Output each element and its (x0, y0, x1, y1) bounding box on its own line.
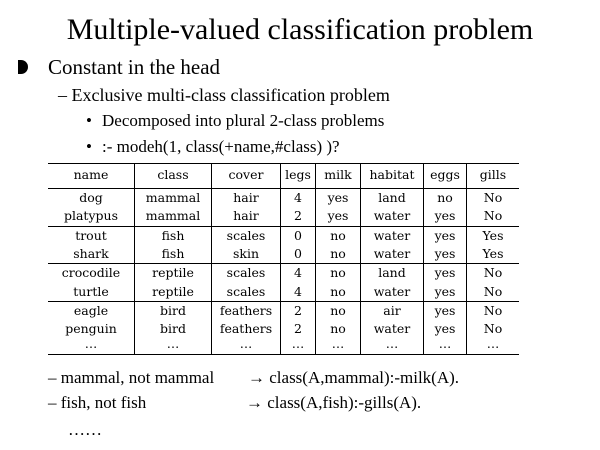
column-header: habitat (361, 164, 424, 189)
table-cell: yes (316, 207, 361, 226)
table-cell: scales (212, 226, 281, 245)
table-row (48, 245, 519, 264)
ellipsis-cell: … (48, 338, 135, 355)
table-cell: No (467, 207, 520, 226)
table-cell: 0 (281, 226, 316, 245)
table-cell: No (467, 282, 520, 301)
ellipsis-cell: … (135, 338, 212, 355)
column-header: gills (467, 164, 520, 189)
table-cell: Yes (467, 226, 520, 245)
table-cell: mammal (135, 189, 212, 208)
table-cell: yes (424, 245, 467, 264)
table-cell: 2 (281, 207, 316, 226)
table-cell: penguin (65, 321, 117, 337)
ellipsis-cell: … (361, 338, 424, 355)
column-header: class (135, 164, 212, 189)
animal-table (48, 163, 519, 355)
column-header: legs (281, 164, 316, 189)
note-left: – mammal, not mammal (48, 368, 215, 387)
table-cell: turtle (48, 282, 135, 301)
note-fish (48, 393, 568, 413)
table-cell: 4 (281, 282, 316, 301)
column-header: eggs (424, 164, 467, 189)
table-cell: scales (212, 264, 281, 283)
table-cell: yes (316, 189, 361, 208)
note-right: → class(A,fish):-gills(A). (246, 393, 422, 412)
level1-text: Constant in the head (48, 55, 221, 79)
table-cell: no (316, 264, 361, 283)
level3-text: :- modeh(1, class(+name,#class) )? (102, 137, 340, 156)
table-cell: land (361, 264, 424, 283)
table-cell: No (467, 320, 520, 338)
bullet-dot-icon: • (86, 137, 92, 156)
table-row (48, 189, 519, 208)
table-cell: water (361, 320, 424, 338)
table-cell: yes (424, 320, 467, 338)
ellipsis-cell: … (281, 338, 316, 355)
table-cell: no (316, 320, 361, 338)
note-mammal (48, 368, 568, 388)
table-cell: 2 (281, 320, 316, 338)
level3-item (86, 110, 384, 131)
table-cell: crocodile (61, 265, 121, 281)
table-row (48, 301, 519, 320)
table-cell: hair (212, 207, 281, 226)
table-cell: no (316, 245, 361, 264)
table-cell: no (316, 282, 361, 301)
table-cell: feathers (212, 301, 281, 320)
table-cell: reptile (135, 264, 212, 283)
ellipsis-cell: … (316, 338, 361, 355)
table-row (48, 264, 519, 283)
table-row (48, 207, 519, 226)
table-cell: feathers (212, 320, 281, 338)
table-cell: 4 (281, 189, 316, 208)
note-left: – fish, not fish (48, 393, 147, 412)
table-cell: skin (212, 245, 281, 264)
table-cell: 4 (281, 264, 316, 283)
ellipsis-cell: … (212, 338, 281, 355)
table-cell: dog (79, 190, 103, 206)
table-cell: no (316, 301, 361, 320)
table-row (48, 282, 519, 301)
table-cell: yes (424, 207, 467, 226)
table-cell: trout (75, 227, 107, 243)
table-cell: water (361, 245, 424, 264)
table-cell: mammal (135, 207, 212, 226)
table-cell: scales (212, 282, 281, 301)
table-cell: fish (135, 245, 212, 264)
level3-item (86, 136, 340, 157)
level2-text: – Exclusive multi-class classification problem (58, 85, 390, 105)
table-cell: yes (424, 282, 467, 301)
table-header-row (48, 164, 519, 189)
table-cell: yes (424, 301, 467, 320)
table-cell: yes (424, 226, 467, 245)
table-cell: fish (135, 226, 212, 245)
table-cell: reptile (135, 282, 212, 301)
trailing-ellipsis: …… (68, 420, 102, 439)
table-cell: Yes (467, 245, 520, 264)
column-header: milk (316, 164, 361, 189)
level1-bullet (18, 54, 220, 80)
table-cell: No (467, 264, 520, 283)
table-ellipsis-row (48, 338, 519, 355)
table-cell: no (316, 226, 361, 245)
table-cell: water (361, 226, 424, 245)
table-cell: hair (212, 189, 281, 208)
table-cell: 2 (281, 301, 316, 320)
level3-text: Decomposed into plural 2-class problems (102, 111, 385, 130)
note-right: → class(A,mammal):-milk(A). (248, 368, 460, 387)
table-cell: No (467, 189, 520, 208)
bullet-dot-icon: • (86, 111, 92, 130)
ellipsis-cell: … (424, 338, 467, 355)
table-cell: bird (135, 301, 212, 320)
table-cell: No (467, 301, 520, 320)
column-header: cover (212, 164, 281, 189)
table-cell: 0 (281, 245, 316, 264)
table-cell: land (361, 189, 424, 208)
table-row (48, 226, 519, 245)
slide-title: Multiple-valued classification problem (66, 13, 534, 46)
table-cell: no (424, 189, 467, 208)
table-cell: bird (135, 320, 212, 338)
ellipsis-cell: … (467, 338, 520, 355)
table-cell: air (361, 301, 424, 320)
table-cell: shark (48, 245, 135, 264)
table-cell: yes (424, 264, 467, 283)
table-cell: water (361, 207, 424, 226)
column-header: name (48, 164, 135, 189)
table-cell: platypus (48, 207, 135, 226)
table-cell: eagle (73, 302, 109, 318)
table-cell: water (361, 282, 424, 301)
bullet-marker-icon (18, 60, 28, 74)
